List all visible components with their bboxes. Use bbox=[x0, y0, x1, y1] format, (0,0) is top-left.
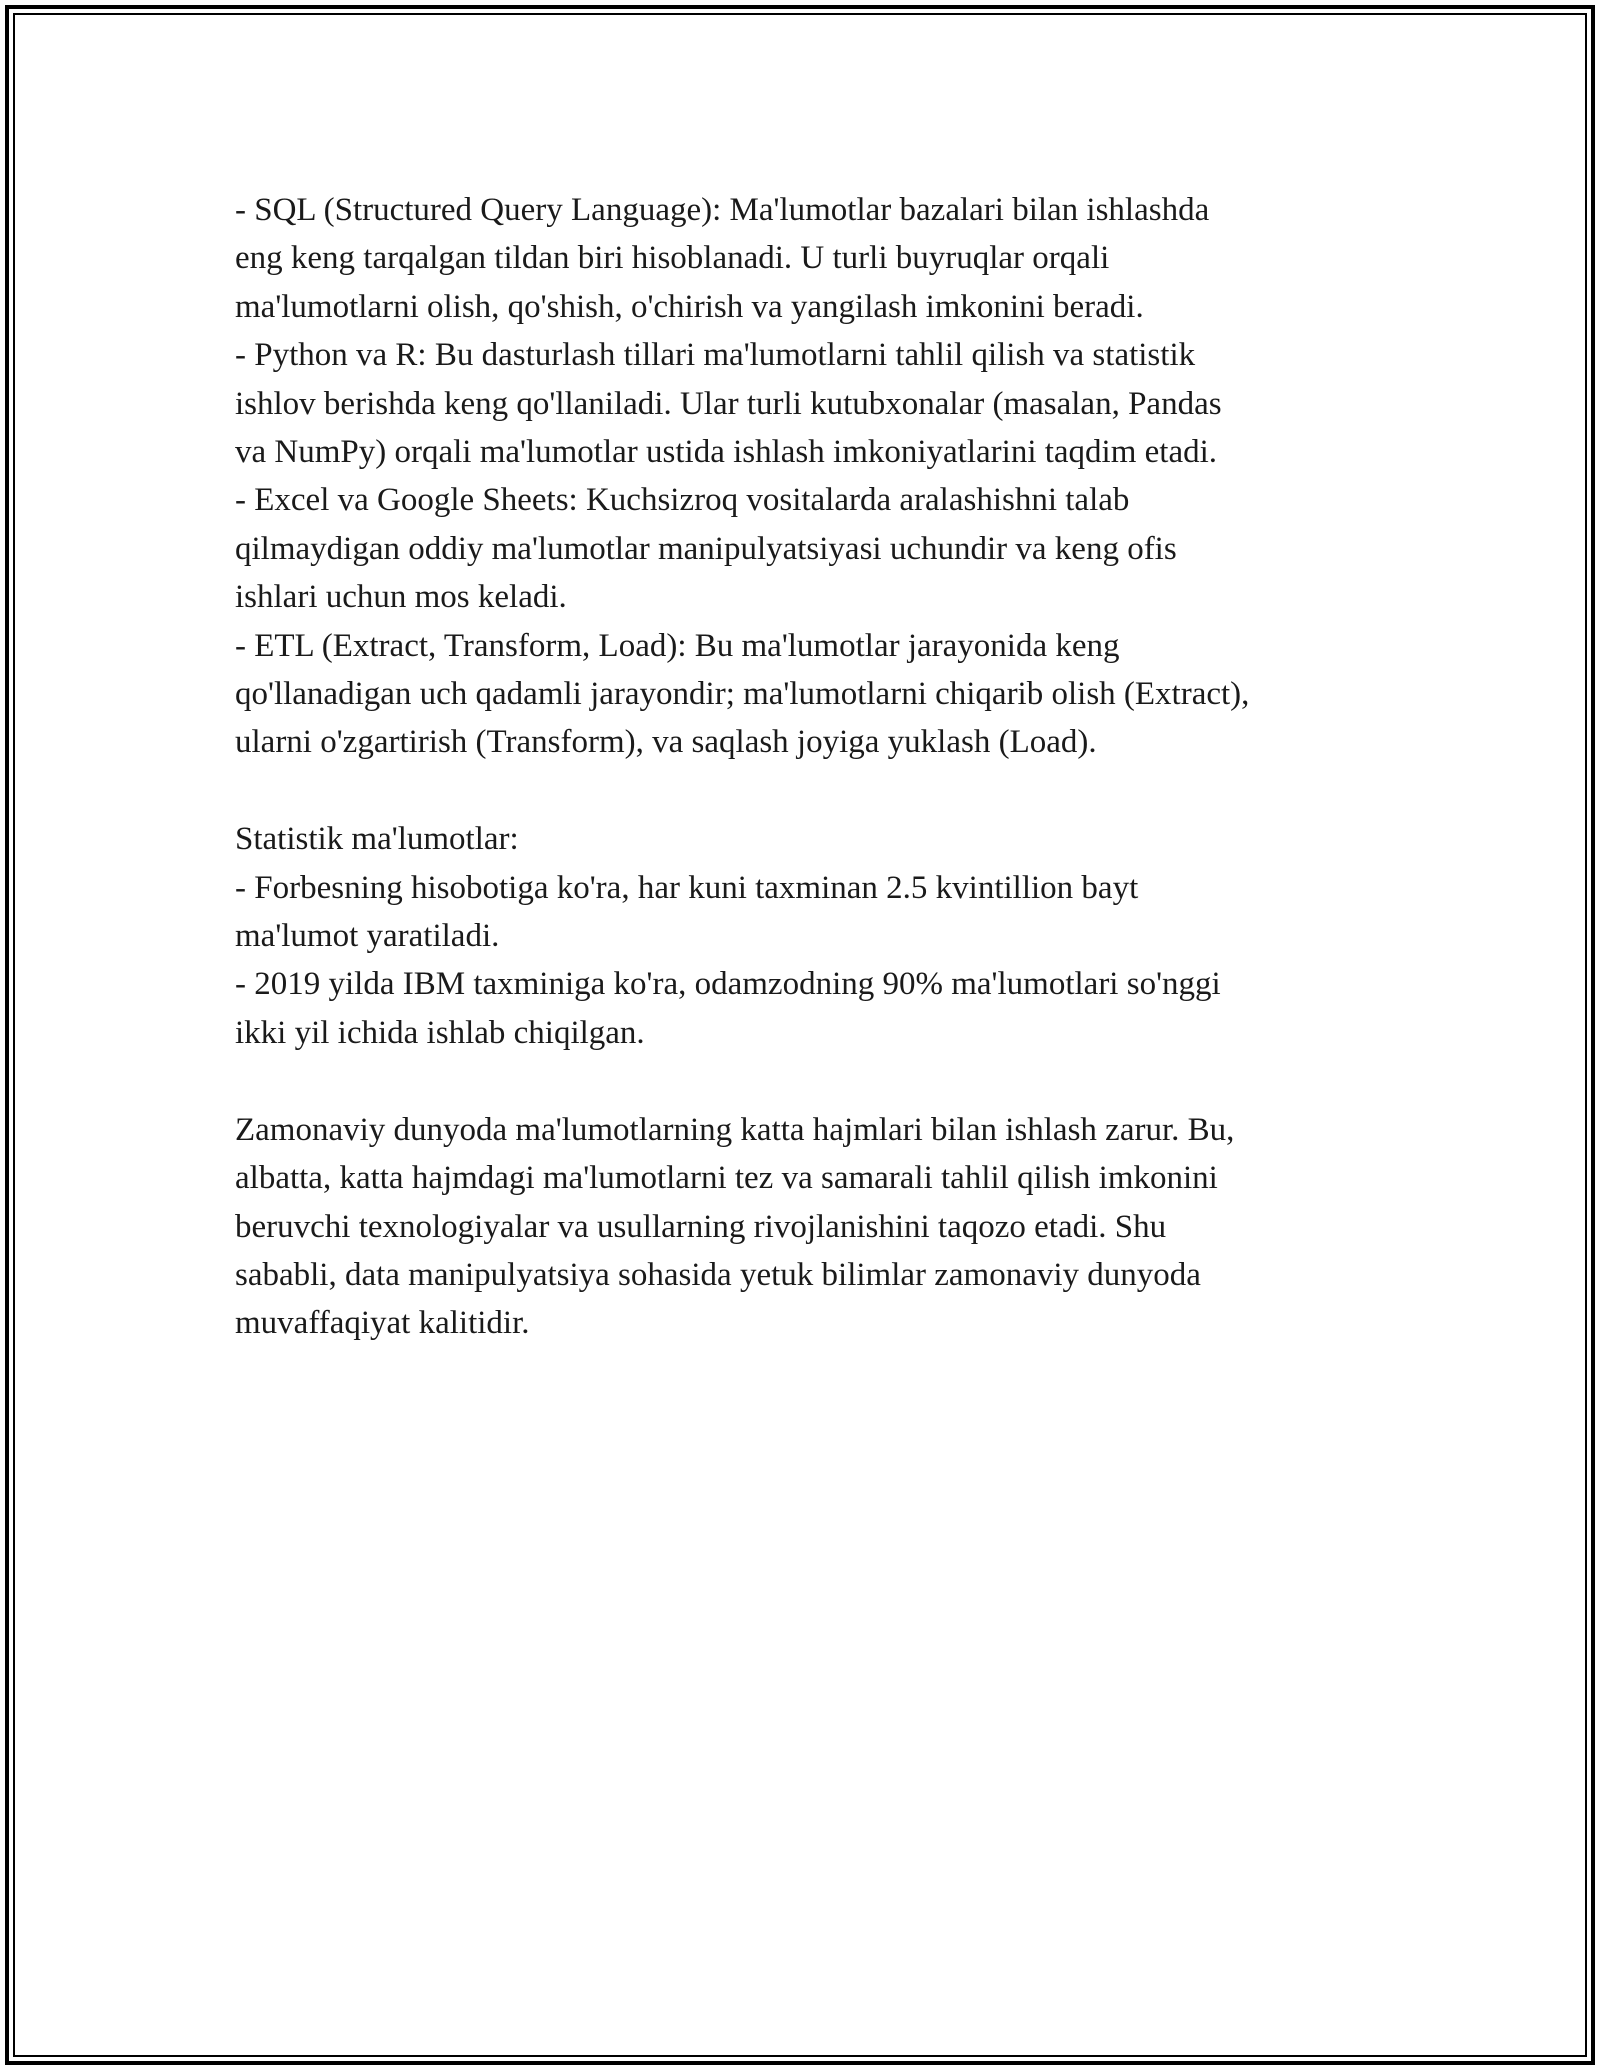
spacer bbox=[235, 1057, 1385, 1105]
tool-item-etl: - ETL (Extract, Transform, Load): Bu ma'lumotlar jarayonida keng qo'llanadigan uch qadamli jarayondir; ma'lumotlarni chiqarib olish (Extract), ularni o'zgartirish (Transform), va saqlash joyiga yuklash (Load). bbox=[235, 627, 1250, 761]
stat-item-forbes: - Forbesning hisobotiga ko'ra, har kuni taxminan 2.5 kvintillion bayt ma'lumot yaratiladi. bbox=[235, 869, 1139, 955]
tool-item-python-r: - Python va R: Bu dasturlash tillari ma'lumotlarni tahlil qilish va statistik ishlov berishda keng qo'llaniladi. Ular turli kutubxonalar (masalan, Pandas va NumPy) orqali ma'lumotlar ustida ishlash imkoniyatlarini taqdim etadi. bbox=[235, 337, 1222, 471]
spacer bbox=[235, 767, 1385, 815]
stats-heading: Statistik ma'lumotlar: bbox=[235, 821, 519, 858]
stat-item-ibm: - 2019 yilda IBM taxminiga ko'ra, odamzodning 90% ma'lumotlari so'nggi ikki yil ichida ishlab chiqilgan. bbox=[235, 966, 1221, 1051]
tool-item-excel-sheets: - Excel va Google Sheets: Kuchsizroq vositalarda aralashishni talab qilmaydigan oddiy ma'lumotlar manipulyatsiyasi uchundir va keng ofis ishlari uchun mos keladi. bbox=[235, 482, 1177, 616]
document-body bbox=[235, 186, 1385, 1348]
conclusion-paragraph: Zamonaviy dunyoda ma'lumotlarning katta hajmlari bilan ishlash zarur. Bu, albatta, katta hajmdagi ma'lumotlarni tez va samarali tahlil qilish imkonini beruvchi texnologiyalar va usullarning rivojlanishini taqozo etadi. Shu sababli, data manipulyatsiya sohasida yetuk bilimlar zamonaviy dunyoda muvaffaqiyat kalitidir. bbox=[235, 1111, 1235, 1342]
tool-item-sql: - SQL (Structured Query Language): Ma'lumotlar bazalari bilan ishlashda eng keng tarqalgan tildan biri hisoblanadi. U turli buyruqlar orqali ma'lumotlarni olish, qo'shish, o'chirish va yangilash imkonini beradi. bbox=[235, 192, 1210, 325]
